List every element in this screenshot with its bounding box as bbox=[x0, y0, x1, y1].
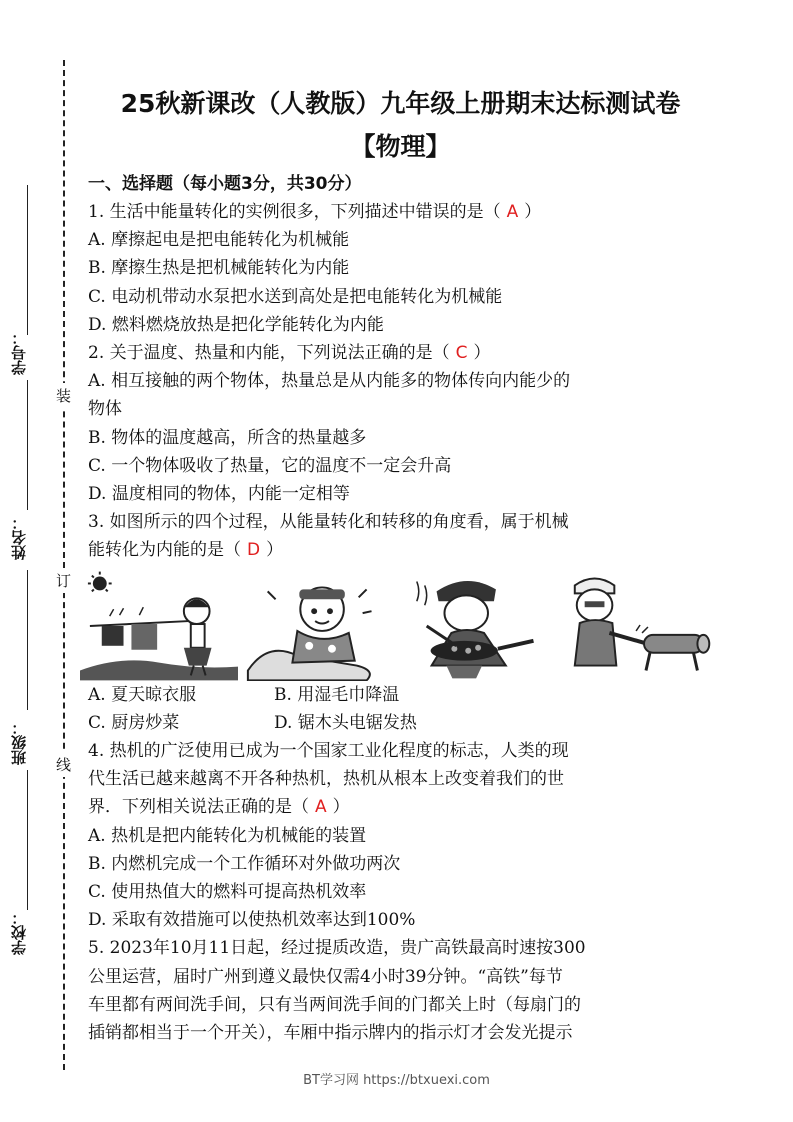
question-5-line2: 公里运营，届时广州到遵义最快仅需4小时39分钟。“高铁”每节 bbox=[88, 966, 563, 987]
name-label: 姓名： bbox=[10, 515, 28, 560]
question-5-line3: 车里都有两间洗手间，只有当两间洗手间的门都关上时（每扇门的 bbox=[88, 994, 581, 1015]
exam-title: 25秋新课改（人教版）九年级上册期末达标测试卷 bbox=[120, 89, 681, 118]
question-4-stem-line1: 4. 热机的广泛使用已成为一个国家工业化程度的标志，人类的现 bbox=[88, 741, 569, 762]
question-3-options-row2 bbox=[88, 709, 713, 737]
question-3-figures bbox=[80, 569, 713, 681]
student-id-underline bbox=[27, 185, 28, 335]
figure-drying-clothes bbox=[80, 571, 238, 681]
question-3-answer: D bbox=[247, 540, 261, 561]
student-id-label: 学号： bbox=[10, 330, 28, 375]
class-underline bbox=[27, 570, 28, 710]
question-3-option-a: A. 夏天晾衣服 bbox=[88, 684, 197, 705]
bind-char-zhuang: 装 bbox=[56, 383, 71, 408]
question-4-stem-line2: 代生活已越来越离不开各种热机，热机从根本上改变着我们的世 bbox=[88, 769, 564, 790]
question-3-option-b: B. 用湿毛巾降温 bbox=[274, 684, 400, 705]
question-2-option-b: B. 物体的温度越高，所含的热量越多 bbox=[88, 427, 367, 448]
class-label: 班级： bbox=[10, 720, 28, 765]
name-underline bbox=[27, 380, 28, 510]
question-5-line1: 5. 2023年10月11日起，经过提质改造，贵广高铁最高时速按300 bbox=[88, 938, 586, 959]
question-5-line4: 插销都相当于一个开关），车厢中指示牌内的指示灯才会发光提示 bbox=[88, 1023, 573, 1044]
school-underline bbox=[27, 770, 28, 910]
question-3-stem-line2: 能转化为内能的是（ D ） bbox=[88, 540, 284, 561]
binding-dashed-line bbox=[63, 60, 65, 1070]
figure-stir-frying bbox=[397, 571, 555, 681]
question-3-option-d: D. 锯木头电锯发热 bbox=[274, 712, 417, 733]
question-2-option-c: C. 一个物体吸收了热量，它的温度不一定会升高 bbox=[88, 455, 452, 476]
question-1-option-d: D. 燃料燃烧放热是把化学能转化为内能 bbox=[88, 314, 384, 335]
figure-sawing-wood bbox=[555, 571, 713, 681]
question-1-stem: 1. 生活中能量转化的实例很多，下列描述中错误的是（ A ） bbox=[88, 202, 542, 222]
question-3-stem-line1: 3. 如图所示的四个过程，从能量转化和转移的角度看，属于机械 bbox=[88, 512, 569, 533]
page-footer[interactable]: BT学习网 https://btxuexi.com bbox=[303, 1073, 490, 1088]
question-4-answer: A bbox=[315, 797, 327, 818]
question-2-option-a: A. 相互接触的两个物体，热量总是从内能多的物体传向内能少的 bbox=[88, 371, 571, 392]
bind-char-ding: 订 bbox=[56, 568, 71, 593]
question-4-option-d: D. 采取有效措施可以使热机效率达到100% bbox=[88, 910, 416, 931]
section-heading: 一、选择题（每小题3分，共30分） bbox=[88, 174, 362, 194]
question-2-option-d: D. 温度相同的物体，内能一定相等 bbox=[88, 484, 350, 505]
bind-char-xian: 线 bbox=[56, 752, 71, 777]
question-1-answer: A bbox=[506, 202, 519, 222]
question-3-options-row1 bbox=[88, 681, 713, 709]
question-1-option-b: B. 摩擦生热是把机械能转化为内能 bbox=[88, 258, 350, 279]
question-2-stem: 2. 关于温度、热量和内能，下列说法正确的是（ C ） bbox=[88, 343, 491, 364]
exam-subject: 【物理】 bbox=[350, 132, 451, 161]
question-4-option-a: A. 热机是把内能转化为机械能的装置 bbox=[88, 825, 367, 846]
question-4-stem-line3: 界．下列相关说法正确的是（ A ） bbox=[88, 797, 350, 818]
figure-wet-towel bbox=[238, 571, 396, 681]
question-1-option-a: A. 摩擦起电是把电能转化为机械能 bbox=[88, 230, 350, 251]
school-label: 学校： bbox=[10, 910, 28, 955]
question-3-option-c: C. 厨房炒菜 bbox=[88, 712, 180, 733]
question-2-option-a-cont: 物体 bbox=[88, 399, 122, 420]
question-4-option-c: C. 使用热值大的燃料可提高热机效率 bbox=[88, 882, 367, 903]
question-1-option-c: C. 电动机带动水泵把水送到高处是把电能转化为机械能 bbox=[88, 286, 503, 307]
question-2-answer: C bbox=[455, 343, 468, 364]
question-4-option-b: B. 内燃机完成一个工作循环对外做功两次 bbox=[88, 853, 401, 874]
exam-content bbox=[88, 84, 713, 1047]
